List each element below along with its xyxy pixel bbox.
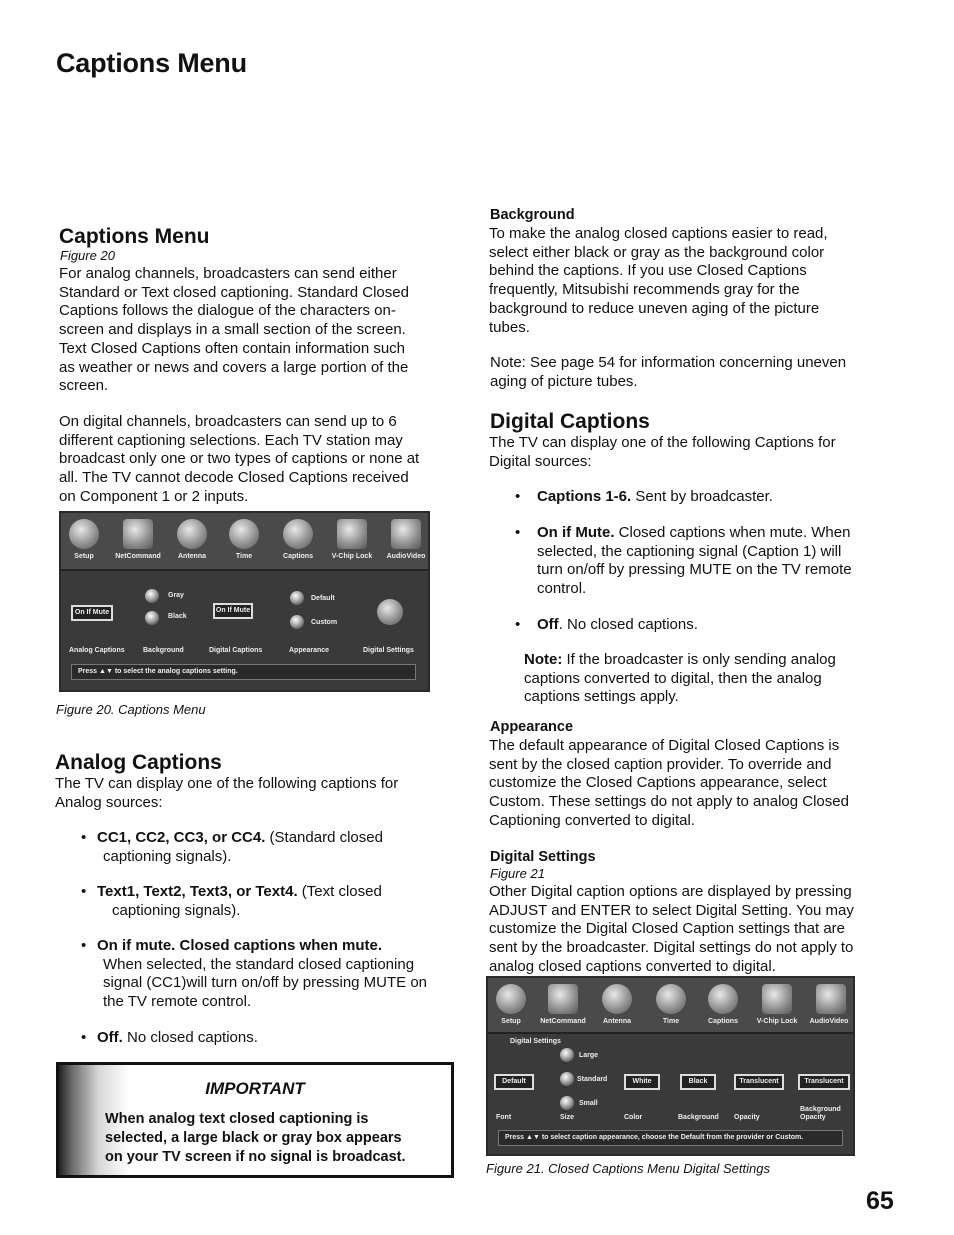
vchip-lock-icon: [762, 984, 792, 1014]
icon-label-time: Time: [235, 553, 253, 560]
label-background: Background: [143, 647, 184, 654]
analog-bullet-mute-cont: When selected, the standard closed captioning signal (CC1)will turn on/off by pressing MUTE on the TV remote control.: [103, 955, 428, 1011]
standard-label: Standard: [577, 1076, 608, 1083]
analog-captions-heading: Analog Captions: [55, 751, 222, 774]
large-label: Large: [579, 1052, 599, 1059]
icon-label-vchip: V-Chip Lock: [331, 553, 373, 560]
page-title: Captions Menu: [56, 48, 247, 78]
captions-menu-paragraph-1: For analog channels, broadcasters can send either Standard or Text closed captioning. Standard Closed Captions follows the dialogue of the characters on- screen and displays in a small section of the screen. Text Closed Captions often contain information such as weather or news and covers a large portion of the screen.: [59, 265, 409, 395]
figure20-reference: Figure 20: [60, 248, 115, 263]
digital-captions-heading: Digital Captions: [490, 410, 650, 433]
audiovideo-icon: [391, 519, 421, 549]
digital-bullet-off-text: . No closed captions.: [558, 616, 698, 633]
appearance-heading: Appearance: [490, 719, 574, 735]
appearance-paragraph: The default appearance of Digital Closed Captions is sent by the closed caption provider. To override and customize the Closed Captions appearance, select Custom. These settings do not apply to analog Closed Captioning converted to digital.: [489, 737, 849, 829]
page-number: 65: [866, 1187, 894, 1215]
background-opacity-button: Translucent: [798, 1074, 850, 1090]
analog-bullet-text-bold: Text1, Text2, Text3, or Text4.: [97, 883, 298, 900]
captions-icon: [708, 984, 738, 1014]
digital-settings-screenshot: [486, 976, 855, 1156]
digital-bullet-mute: • On if Mute. Closed captions when mute. When selected, the captioning signal (Caption 1) will turn on/off by pressing MUTE on the TV remote control.: [515, 524, 890, 599]
analog-bullet-off: • Off. No closed captions.: [81, 1029, 258, 1046]
label-color: Color: [624, 1114, 643, 1121]
analog-bullet-mute-bold: On if mute. Closed captions when mute.: [97, 937, 383, 954]
captions-menu-heading: Captions Menu: [59, 225, 210, 248]
digital-settings-section-label: Digital Settings: [510, 1038, 561, 1045]
opacity-button: Translucent: [734, 1074, 784, 1090]
time-icon: [229, 519, 259, 549]
label-digital-settings: Digital Settings: [363, 647, 414, 654]
small-radio: [560, 1096, 574, 1110]
label-opacity: Opacity: [734, 1114, 760, 1121]
icon-label-setup: Setup: [74, 553, 94, 560]
label-analog-captions: Analog Captions: [69, 647, 125, 654]
digital-captions-note: [524, 651, 884, 707]
figure21-reference: Figure 21: [490, 866, 545, 881]
digital-note-bold: Note:: [524, 651, 563, 668]
captions-menu-paragraph-2: On digital channels, broadcasters can send up to 6 different captioning selections. Each TV station may broadcast only one or two types of captions or none at all. The TV cannot decode Closed Captions received on Component 1 or 2 inputs.: [59, 413, 420, 505]
icon-label-netcommand: NetCommand: [115, 553, 161, 560]
vchip-lock-icon: [337, 519, 367, 549]
standard-radio: [560, 1072, 574, 1086]
digital-settings-heading: Digital Settings: [490, 849, 596, 865]
label-size: Size: [560, 1114, 575, 1121]
important-title: IMPORTANT: [205, 1079, 305, 1098]
small-label: Small: [579, 1100, 598, 1107]
color-button: White: [624, 1074, 660, 1090]
label-digital-captions: Digital Captions: [209, 647, 263, 654]
setup-icon: [496, 984, 526, 1014]
setup-icon: [69, 519, 99, 549]
analog-bullet-off-text: No closed captions.: [122, 1029, 258, 1046]
status-bar: Press ▲▼ to select the analog captions setting.: [71, 664, 416, 680]
netcommand-icon: [548, 984, 578, 1014]
figure21-caption: Figure 21. Closed Captions Menu Digital Settings: [486, 1161, 770, 1176]
icon-label-netcommand: NetCommand: [540, 1018, 586, 1025]
time-icon: [656, 984, 686, 1014]
digital-bullet-mute-cont: selected, the captioning signal (Caption 1) will turn on/off by pressing MUTE on the TV remote control.: [537, 542, 852, 598]
analog-bullet-off-bold: Off.: [97, 1029, 123, 1046]
custom-label: Custom: [311, 619, 338, 626]
icon-label-captions: Captions: [283, 553, 313, 560]
audiovideo-icon: [816, 984, 846, 1014]
important-notice-box: [56, 1062, 454, 1178]
digital-bullet-mute-text: Closed captions when mute. When: [614, 524, 851, 541]
analog-bullet-text: • Text1, Text2, Text3, or Text4. (Text closed captioning signals).: [81, 883, 451, 920]
analog-captions-intro: The TV can display one of the following captions for Analog sources:: [55, 775, 399, 811]
analog-bullet-mute: • On if mute. Closed captions when mute. When selected, the standard closed captioning signal (CC1)will turn on/off by pressing MUTE on the TV remote control.: [81, 937, 451, 1012]
antenna-icon: [602, 984, 632, 1014]
analog-captions-button: On If Mute: [71, 605, 113, 621]
digital-settings-paragraph: Other Digital caption options are displayed by pressing ADJUST and ENTER to select Digital Setting. You may customize the Digital Closed Caption settings that are sent by the broadcaster. Digital settings do not apply to analog closed captions converted to digital.: [489, 883, 854, 975]
digital-settings-icon: [377, 599, 403, 625]
digital-bullet-off: • Off. No closed captions.: [515, 616, 698, 633]
analog-bullet-cc-cont: captioning signals).: [103, 847, 232, 865]
menu-icon-bar: [61, 513, 428, 571]
digital-bullet-off-bold: Off: [537, 616, 559, 633]
background-note: Note: See page 54 for information concerning uneven aging of picture tubes.: [490, 354, 847, 390]
label-font: Font: [496, 1114, 512, 1121]
analog-bullet-cc-text: (Standard closed: [265, 829, 383, 846]
analog-bullet-cc-bold: CC1, CC2, CC3, or CC4.: [97, 829, 266, 846]
large-radio: [560, 1048, 574, 1062]
icon-label-audiovideo: AudioVideo: [386, 553, 426, 560]
digital-bullet-captions-text: Sent by broadcaster.: [631, 488, 773, 505]
icon-label-antenna: Antenna: [178, 553, 206, 560]
menu-icon-bar-2: [488, 978, 853, 1034]
label-background-opacity: Background Opacity: [800, 1106, 841, 1121]
gray-radio: [145, 589, 159, 603]
black-label: Black: [168, 613, 187, 620]
captions-menu-screenshot: [59, 511, 430, 692]
icon-label-setup: Setup: [501, 1018, 521, 1025]
captions-icon: [283, 519, 313, 549]
icon-label-vchip: V-Chip Lock: [756, 1018, 798, 1025]
label-background: Background: [678, 1114, 719, 1121]
figure20-caption: Figure 20. Captions Menu: [56, 702, 206, 717]
font-button: Default: [494, 1074, 534, 1090]
digital-bullet-mute-bold: On if Mute.: [537, 524, 615, 541]
default-radio: [290, 591, 304, 605]
background-button: Black: [680, 1074, 716, 1090]
important-body: When analog text closed captioning is selected, a large black or gray box appears on your TV screen if no signal is broadcast.: [105, 1111, 406, 1165]
icon-label-antenna: Antenna: [603, 1018, 631, 1025]
digital-note-text: If the broadcaster is only sending analog captions converted to digital, then the analog captions settings apply.: [524, 651, 836, 706]
antenna-icon: [177, 519, 207, 549]
gray-label: Gray: [168, 592, 184, 599]
digital-bullet-captions: • Captions 1-6. Sent by broadcaster.: [515, 488, 773, 505]
analog-bullet-cc: • CC1, CC2, CC3, or CC4. (Standard closed captioning signals).: [81, 829, 451, 866]
digital-captions-button: On If Mute: [213, 603, 253, 619]
background-paragraph: To make the analog closed captions easier to read, select either black or gray as the background color behind the captions. If you use Closed Captions frequently, Mitsubishi recommends gray for the background to reduce uneven aging of the picture tubes.: [489, 225, 828, 336]
netcommand-icon: [123, 519, 153, 549]
background-heading: Background: [490, 207, 575, 223]
custom-radio: [290, 615, 304, 629]
analog-bullet-text-text: (Text closed: [297, 883, 382, 900]
black-radio: [145, 611, 159, 625]
default-label: Default: [311, 595, 335, 602]
digital-captions-intro: The TV can display one of the following Captions for Digital sources:: [489, 434, 836, 470]
label-appearance: Appearance: [289, 647, 330, 654]
icon-label-time: Time: [662, 1018, 680, 1025]
analog-bullet-text-cont: captioning signals).: [112, 901, 241, 919]
icon-label-audiovideo: AudioVideo: [809, 1018, 849, 1025]
icon-label-captions: Captions: [708, 1018, 738, 1025]
digital-bullet-captions-bold: Captions 1-6.: [537, 488, 632, 505]
status-bar: Press ▲▼ to select caption appearance, choose the Default from the provider or Custom.: [498, 1130, 843, 1146]
